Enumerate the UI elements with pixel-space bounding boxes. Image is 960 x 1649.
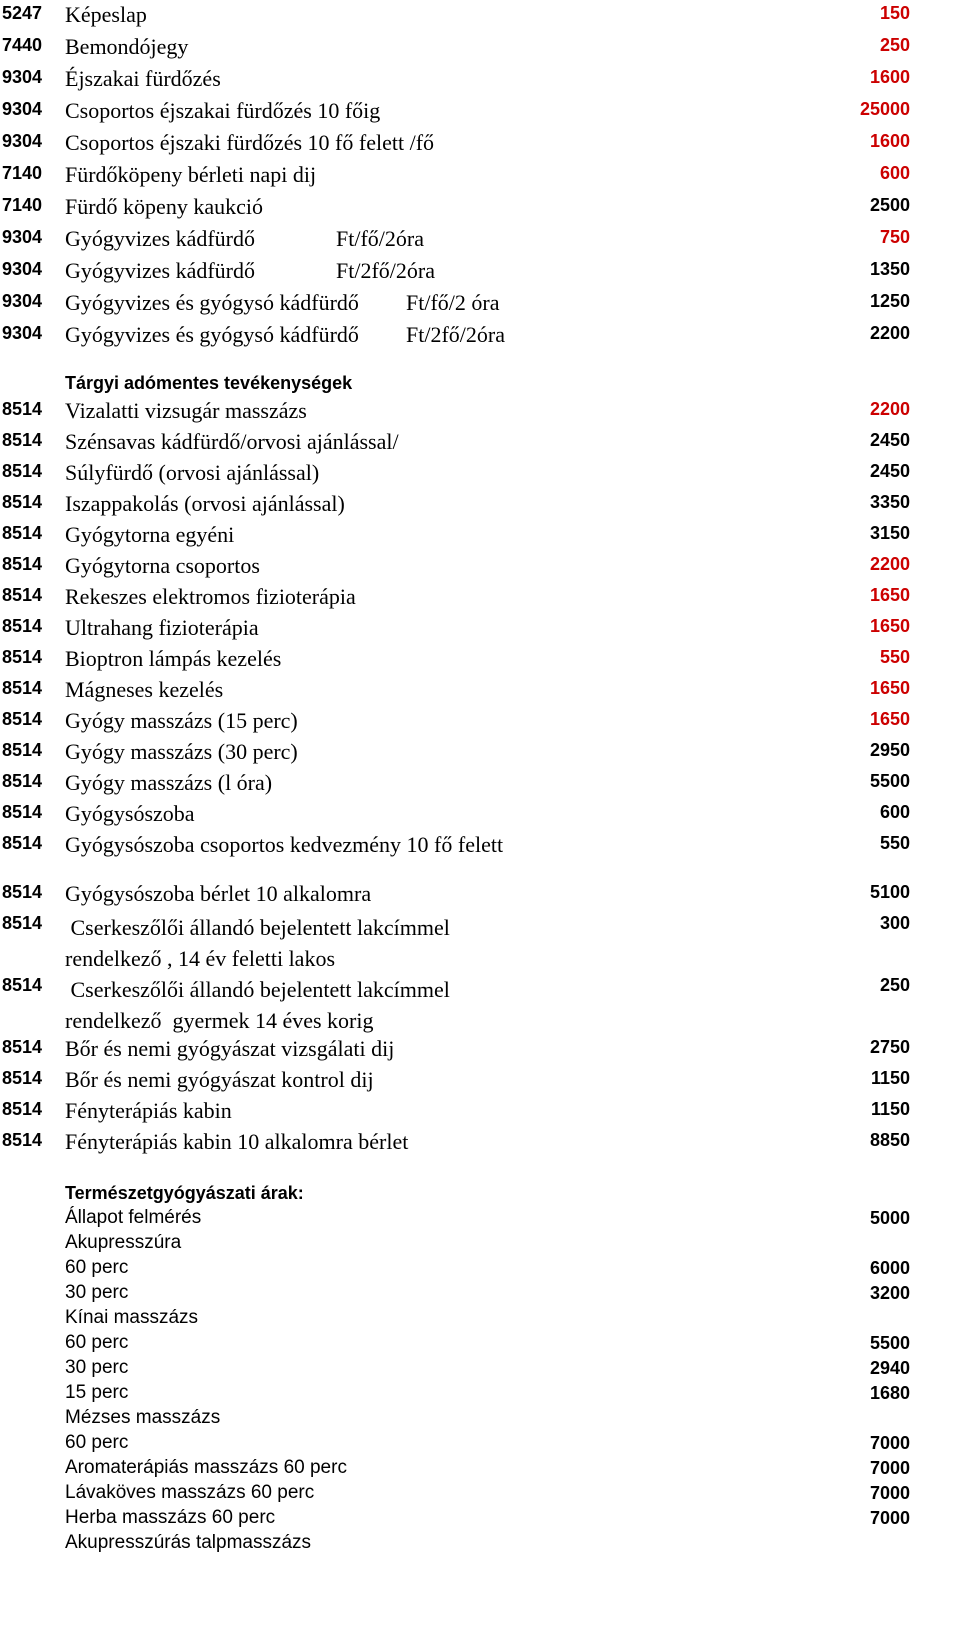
service-name: Vizalatti vizsugár masszázs: [65, 398, 307, 423]
service-code: 8514: [2, 740, 43, 760]
therapy-row: [0, 1281, 960, 1306]
service-price: 250: [879, 975, 910, 995]
service-name: Gyógyvizes és gyógysó kádfürdő: [65, 322, 359, 347]
service-name: Gyógysószoba: [65, 801, 195, 826]
service-code: 8514: [2, 492, 43, 512]
service-price: 550: [879, 647, 910, 667]
service-code: 8514: [2, 399, 43, 419]
service-name: [65, 912, 450, 974]
service-name: [65, 974, 450, 1036]
therapy-name: 60 perc: [65, 1257, 129, 1278]
service-name: Képeslap: [65, 2, 147, 27]
service-price: 1650: [869, 616, 910, 636]
service-code: 8514: [2, 975, 43, 995]
service-price: 2950: [869, 740, 910, 760]
service-name: Fürdőköpeny bérleti napi dij: [65, 162, 317, 187]
service-code: 7440: [2, 35, 43, 55]
service-name: Gyógyvizes kádfürdő: [65, 258, 256, 283]
service-price: 2450: [869, 430, 910, 450]
therapy-price: 7000: [869, 1433, 910, 1453]
price-row: [0, 427, 960, 458]
service-name: Súlyfürdő (orvosi ajánlással): [65, 460, 320, 485]
service-code: 9304: [2, 291, 43, 311]
price-row: [0, 675, 960, 706]
therapy-name: 60 perc: [65, 1332, 129, 1353]
service-price: 3350: [869, 492, 910, 512]
service-code: 9304: [2, 67, 43, 87]
price-row: [0, 613, 960, 644]
spacer: [0, 352, 960, 370]
price-row: [0, 799, 960, 830]
price-row: [0, 0, 960, 32]
therapy-price: 7000: [869, 1458, 910, 1478]
service-unit: Ft/2fő/2óra: [406, 322, 505, 347]
therapy-name: 15 perc: [65, 1382, 129, 1403]
service-price: 1650: [869, 678, 910, 698]
price-row: [0, 1034, 960, 1065]
price-row: [0, 192, 960, 224]
service-code: 8514: [2, 1037, 43, 1057]
service-code: 9304: [2, 99, 43, 119]
price-row: [0, 910, 960, 972]
service-code: 8514: [2, 1130, 43, 1150]
service-code: 8514: [2, 709, 43, 729]
service-code: 9304: [2, 227, 43, 247]
service-code: 8514: [2, 1099, 43, 1119]
price-row: [0, 644, 960, 675]
service-price: 1350: [869, 259, 910, 279]
service-name-line: rendelkező , 14 év feletti lakos: [65, 946, 336, 971]
service-code: 8514: [2, 882, 43, 902]
therapy-row: [0, 1256, 960, 1281]
price-row: [0, 64, 960, 96]
service-name-line: Cserkeszőlői állandó bejelentett lakcímmel: [65, 977, 450, 1002]
service-price: 250: [879, 35, 910, 55]
price-row: [0, 879, 960, 910]
therapy-row: [0, 1356, 960, 1381]
therapy-name: Kínai masszázs: [65, 1307, 199, 1328]
service-name: Bemondójegy: [65, 34, 189, 59]
therapy-name: Aromaterápiás masszázs 60 perc: [65, 1457, 347, 1478]
therapy-name: 60 perc: [65, 1432, 129, 1453]
service-name: Csoportos éjszaki fürdőzés 10 fő felett /fő: [65, 130, 435, 155]
price-row: [0, 582, 960, 613]
section-title-tax-exempt: Tárgyi adómentes tevékenységek: [65, 373, 353, 393]
service-price: 8850: [869, 1130, 910, 1150]
price-row: [0, 224, 960, 256]
section-natural-therapy: [0, 1206, 960, 1556]
section-title-natural-therapy: Természetgyógyászati árak:: [65, 1183, 304, 1203]
therapy-price: 5500: [869, 1333, 910, 1353]
therapy-price: 7000: [869, 1508, 910, 1528]
therapy-row: [0, 1506, 960, 1531]
therapy-name: 30 perc: [65, 1282, 129, 1303]
price-row: [0, 32, 960, 64]
service-price: 150: [879, 3, 910, 23]
service-code: 9304: [2, 131, 43, 151]
spacer: [0, 861, 960, 879]
price-row: [0, 1127, 960, 1158]
service-code: 8514: [2, 913, 43, 933]
service-name: Gyógy masszázs (30 perc): [65, 739, 298, 764]
price-row: [0, 128, 960, 160]
therapy-name: Mézses masszázs: [65, 1407, 221, 1428]
service-code: 8514: [2, 771, 43, 791]
service-code: 8514: [2, 833, 43, 853]
price-row: [0, 737, 960, 768]
service-name: Szénsavas kádfürdő/orvosi ajánlással/: [65, 429, 399, 454]
service-name: Gyógy masszázs (l óra): [65, 770, 273, 795]
price-row: [0, 551, 960, 582]
therapy-price: 1680: [869, 1383, 910, 1403]
service-price: 1600: [869, 131, 910, 151]
therapy-price: 6000: [869, 1258, 910, 1278]
service-price: 1650: [869, 709, 910, 729]
price-row: [0, 1096, 960, 1127]
service-name: Gyógy masszázs (15 perc): [65, 708, 298, 733]
therapy-price: 5000: [869, 1208, 910, 1228]
service-code: 8514: [2, 802, 43, 822]
service-price: 2200: [869, 399, 910, 419]
price-row: [0, 160, 960, 192]
therapy-row: [0, 1306, 960, 1331]
therapy-row: [0, 1406, 960, 1431]
therapy-price: 2940: [869, 1358, 910, 1378]
service-name-line: Cserkeszőlői állandó bejelentett lakcímmel: [65, 915, 450, 940]
service-code: 8514: [2, 616, 43, 636]
therapy-name: Lávaköves masszázs 60 perc: [65, 1482, 315, 1503]
price-row: [0, 320, 960, 352]
service-price: 600: [879, 802, 910, 822]
service-name: Bioptron lámpás kezelés: [65, 646, 282, 671]
service-name: Gyógytorna egyéni: [65, 522, 235, 547]
price-row: [0, 288, 960, 320]
price-row: [0, 458, 960, 489]
service-code: 8514: [2, 678, 43, 698]
service-unit: Ft/fő/2óra: [336, 226, 424, 251]
service-price: 25000: [859, 99, 910, 119]
service-name: Ultrahang fizioterápia: [65, 615, 259, 640]
service-name: Gyógysószoba bérlet 10 alkalomra: [65, 881, 372, 906]
therapy-row: [0, 1331, 960, 1356]
section-tax-exempt: [0, 396, 960, 861]
service-price: 1650: [869, 585, 910, 605]
service-code: 7140: [2, 163, 43, 183]
service-code: 5247: [2, 3, 43, 23]
service-name: Fürdő köpeny kaukció: [65, 194, 263, 219]
service-price: 5500: [869, 771, 910, 791]
service-price: 750: [879, 227, 910, 247]
therapy-price: 7000: [869, 1483, 910, 1503]
spacer: [0, 1158, 960, 1180]
therapy-name: Herba masszázs 60 perc: [65, 1507, 276, 1528]
price-row: [0, 96, 960, 128]
service-name: Bőr és nemi gyógyászat vizsgálati dij: [65, 1036, 395, 1061]
service-name: Csoportos éjszakai fürdőzés 10 főig: [65, 98, 381, 123]
therapy-price: 3200: [869, 1283, 910, 1303]
service-name: Gyógytorna csoportos: [65, 553, 260, 578]
therapy-name: Akupresszúrás talpmasszázs: [65, 1532, 312, 1553]
therapy-row: [0, 1531, 960, 1556]
service-price: 2450: [869, 461, 910, 481]
service-name: Fényterápiás kabin: [65, 1098, 232, 1123]
therapy-name: Akupresszúra: [65, 1232, 182, 1253]
service-price: 3150: [869, 523, 910, 543]
price-row: [0, 520, 960, 551]
price-row: [0, 830, 960, 861]
service-code: 8514: [2, 585, 43, 605]
price-row: [0, 256, 960, 288]
service-code: 8514: [2, 1068, 43, 1088]
service-unit: Ft/2fő/2óra: [336, 258, 435, 283]
price-row: [0, 489, 960, 520]
therapy-row: [0, 1431, 960, 1456]
service-code: 9304: [2, 259, 43, 279]
service-price: 300: [879, 913, 910, 933]
service-name: Gyógysószoba csoportos kedvezmény 10 fő felett: [65, 832, 504, 857]
therapy-row: [0, 1381, 960, 1406]
service-code: 8514: [2, 461, 43, 481]
service-code: 8514: [2, 523, 43, 543]
service-price: 1150: [870, 1099, 910, 1119]
therapy-row: [0, 1456, 960, 1481]
price-row: [0, 972, 960, 1034]
price-row: [0, 396, 960, 427]
service-code: 8514: [2, 647, 43, 667]
service-price: 2200: [869, 554, 910, 574]
service-price: 2500: [869, 195, 910, 215]
service-name: Rekeszes elektromos fizioterápia: [65, 584, 356, 609]
service-price: 1250: [869, 291, 910, 311]
service-price: 2750: [869, 1037, 910, 1057]
section-general: [0, 0, 960, 352]
therapy-row: [0, 1231, 960, 1256]
service-name: Éjszakai fürdőzés: [65, 66, 221, 91]
service-code: 9304: [2, 323, 43, 343]
service-code: 7140: [2, 195, 43, 215]
therapy-row: [0, 1481, 960, 1506]
service-name: Gyógyvizes kádfürdő: [65, 226, 256, 251]
section-extra: [0, 879, 960, 1158]
service-unit: Ft/fő/2 óra: [406, 290, 500, 315]
price-row: [0, 706, 960, 737]
service-name: Gyógyvizes és gyógysó kádfürdő: [65, 290, 359, 315]
service-name-line: rendelkező gyermek 14 éves korig: [65, 1008, 374, 1033]
service-price: 5100: [869, 882, 910, 902]
service-name: Iszappakolás (orvosi ajánlással): [65, 491, 345, 516]
service-price: 600: [879, 163, 910, 183]
service-name: Bőr és nemi gyógyászat kontrol dij: [65, 1067, 374, 1092]
service-price: 1150: [870, 1068, 910, 1088]
service-code: 8514: [2, 554, 43, 574]
therapy-name: 30 perc: [65, 1357, 129, 1378]
service-name: Fényterápiás kabin 10 alkalomra bérlet: [65, 1129, 409, 1154]
price-row: [0, 1065, 960, 1096]
service-code: 8514: [2, 430, 43, 450]
price-row: [0, 768, 960, 799]
therapy-row: [0, 1206, 960, 1231]
service-price: 1600: [869, 67, 910, 87]
service-price: 2200: [869, 323, 910, 343]
therapy-name: Állapot felmérés: [65, 1207, 202, 1228]
service-price: 550: [879, 833, 910, 853]
service-name: Mágneses kezelés: [65, 677, 224, 702]
